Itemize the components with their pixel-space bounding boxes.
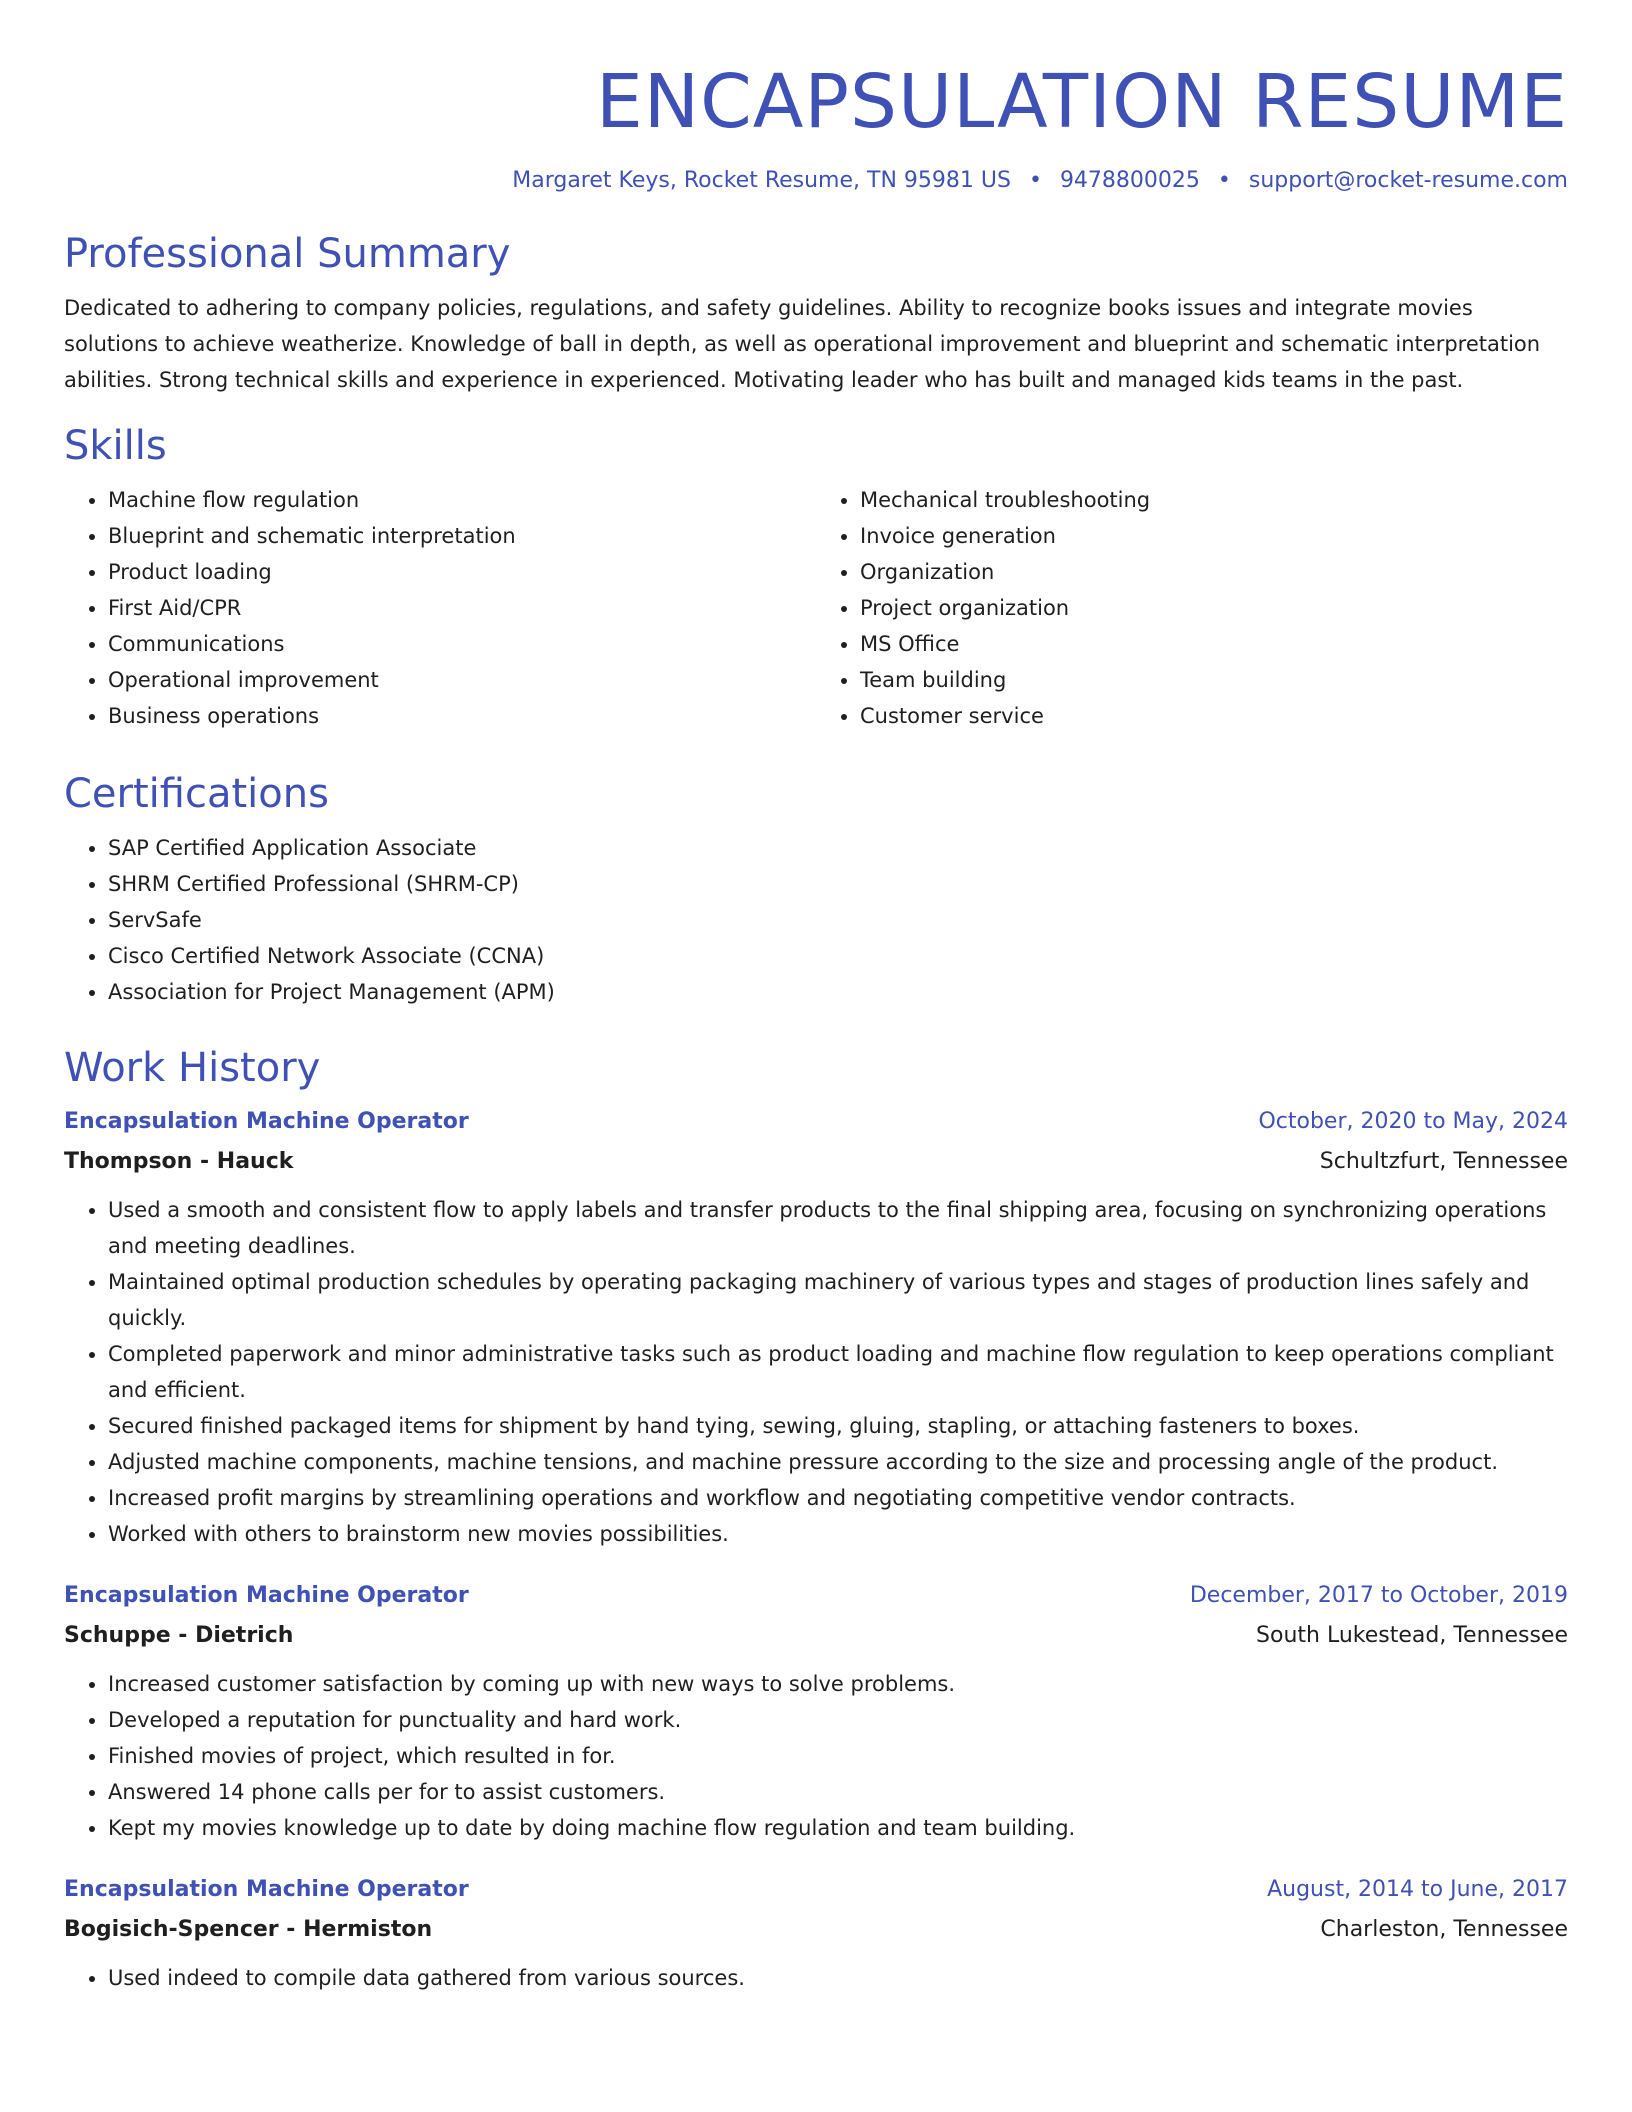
skills-heading: Skills <box>64 423 167 469</box>
certification-item: • Cisco Certified Network Associate (CCNA) <box>108 938 1568 974</box>
skill-item: • Organization <box>860 554 1568 590</box>
skill-item: • Blueprint and schematic interpretation <box>108 518 816 554</box>
job-company: Schuppe - Dietrich <box>64 1623 294 1648</box>
skills-columns <box>64 482 1568 734</box>
job-location: Schultzfurt, Tennessee <box>1319 1149 1568 1174</box>
job-entry <box>64 1576 1568 1846</box>
job-location: Charleston, Tennessee <box>1320 1917 1568 1942</box>
job-bullet: • Completed paperwork and minor administrative tasks such as product loading and machine flow regulation to keep operations compliant and efficient. <box>108 1336 1568 1408</box>
job-title: Encapsulation Machine Operator <box>64 1877 469 1902</box>
job-company: Bogisich-Spencer - Hermiston <box>64 1917 433 1942</box>
skill-item: • Invoice generation <box>860 518 1568 554</box>
job-entry <box>64 1102 1568 1552</box>
job-bullet: • Kept my movies knowledge up to date by doing machine flow regulation and team building. <box>108 1810 1568 1846</box>
certification-item: • ServSafe <box>108 902 1568 938</box>
job-bullet: • Used a smooth and consistent flow to apply labels and transfer products to the final shipping area, focusing on synchronizing operations and meeting deadlines. <box>108 1192 1568 1264</box>
contact-phone: 9478800025 <box>1059 168 1200 193</box>
resume-title: ENCAPSULATION RESUME <box>595 59 1568 145</box>
certifications-list <box>64 830 1568 1010</box>
skill-item: • First Aid/CPR <box>108 590 816 626</box>
job-bullet: • Secured finished packaged items for shipment by hand tying, sewing, gluing, stapling, or attaching fasteners to boxes. <box>108 1408 1568 1444</box>
skill-item: • Machine flow regulation <box>108 482 816 518</box>
skill-item: • Business operations <box>108 698 816 734</box>
contact-email: support@rocket-resume.com <box>1248 168 1568 193</box>
contact-separator: • <box>1217 168 1231 193</box>
job-bullets <box>64 1192 1568 1552</box>
job-bullet: • Used indeed to compile data gathered from various sources. <box>108 1960 1568 1996</box>
job-bullet: • Finished movies of project, which resulted in for. <box>108 1738 1568 1774</box>
job-bullet: • Increased customer satisfaction by coming up with new ways to solve problems. <box>108 1666 1568 1702</box>
skill-item: • MS Office <box>860 626 1568 662</box>
skill-item: • Operational improvement <box>108 662 816 698</box>
skill-item: • Team building <box>860 662 1568 698</box>
skill-item: • Project organization <box>860 590 1568 626</box>
contact-line <box>64 166 1568 196</box>
job-bullets <box>64 1960 1568 1996</box>
job-title: Encapsulation Machine Operator <box>64 1109 469 1134</box>
job-dates: October, 2020 to May, 2024 <box>1258 1109 1568 1134</box>
summary-heading: Professional Summary <box>64 231 511 277</box>
skill-item: • Communications <box>108 626 816 662</box>
job-company-row <box>64 1616 1568 1656</box>
summary-text: Dedicated to adhering to company policies, regulations, and safety guidelines. Ability to recognize books issues and integrate movies solutions to achieve weatherize. Knowledge of ball in depth, as well as operational improvement and blueprint and schematic interpretation abilities. Strong technical skills and experience in experienced. Motivating leader who has built and managed kids teams in the past. <box>64 296 1541 392</box>
job-entry <box>64 1870 1568 1996</box>
job-bullet: • Increased profit margins by streamlining operations and workflow and negotiating competitive vendor contracts. <box>108 1480 1568 1516</box>
contact-address: Margaret Keys, Rocket Resume, TN 95981 US <box>512 168 1011 193</box>
job-header-row <box>64 1102 1568 1142</box>
job-bullet: • Worked with others to brainstorm new movies possibilities. <box>108 1516 1568 1552</box>
skill-item: • Mechanical troubleshooting <box>860 482 1568 518</box>
job-company: Thompson - Hauck <box>64 1149 294 1174</box>
skill-item: • Product loading <box>108 554 816 590</box>
job-dates: December, 2017 to October, 2019 <box>1189 1583 1568 1608</box>
job-bullet: • Answered 14 phone calls per for to assist customers. <box>108 1774 1568 1810</box>
job-location: South Lukestead, Tennessee <box>1256 1623 1568 1648</box>
skill-item: • Customer service <box>860 698 1568 734</box>
job-company-row <box>64 1910 1568 1950</box>
work-history-heading: Work History <box>64 1045 321 1091</box>
job-bullet: • Developed a reputation for punctuality and hard work. <box>108 1702 1568 1738</box>
skills-list-left <box>64 482 816 734</box>
certification-item: • SHRM Certified Professional (SHRM-CP) <box>108 866 1568 902</box>
certification-item: • SAP Certified Application Associate <box>108 830 1568 866</box>
skills-list-right <box>816 482 1568 734</box>
job-bullet: • Maintained optimal production schedules by operating packaging machinery of various types and stages of production lines safely and quickly. <box>108 1264 1568 1336</box>
certification-item: • Association for Project Management (APM) <box>108 974 1568 1010</box>
job-title: Encapsulation Machine Operator <box>64 1583 469 1608</box>
job-header-row <box>64 1870 1568 1910</box>
certifications-heading: Certifications <box>64 771 329 817</box>
job-dates: August, 2014 to June, 2017 <box>1267 1877 1568 1902</box>
contact-separator: • <box>1028 168 1042 193</box>
job-bullets <box>64 1666 1568 1846</box>
job-header-row <box>64 1576 1568 1616</box>
job-company-row <box>64 1142 1568 1182</box>
job-bullet: • Adjusted machine components, machine tensions, and machine pressure according to the size and processing angle of the product. <box>108 1444 1568 1480</box>
